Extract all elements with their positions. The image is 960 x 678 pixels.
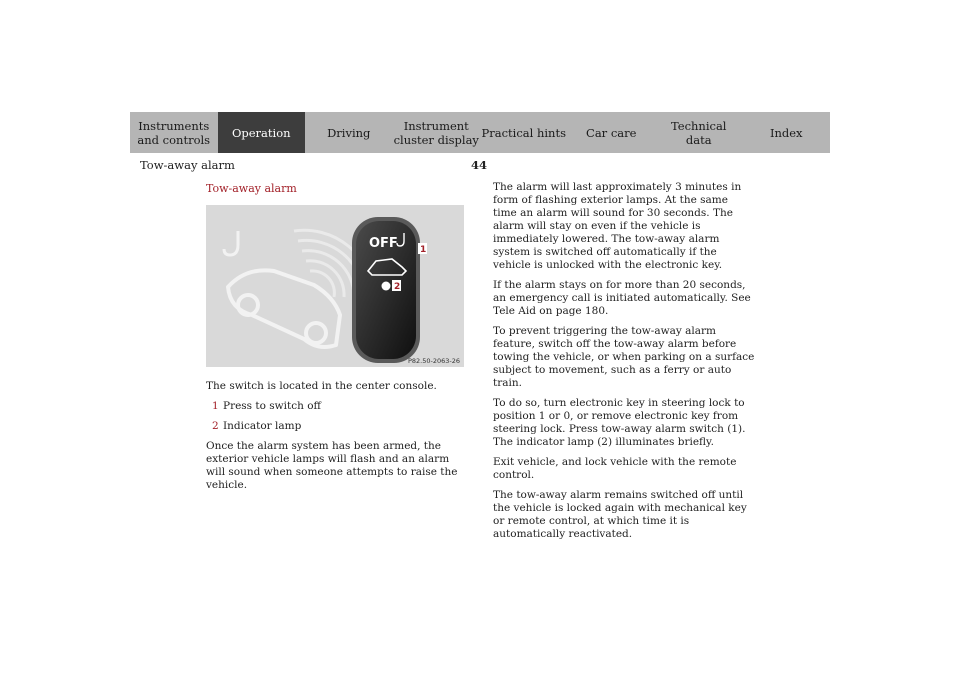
legend-number: 2: [212, 420, 219, 432]
body-paragraph: The alarm will last approximately 3 minutes in form of flashing exterior lamps. At the same time an alarm will sound for 30 seconds. The alarm will stay on even if the vehicle is immediately lowered. The tow-away alarm system is switched off automatically if the vehicle is unlocked with the electronic key.: [493, 181, 742, 271]
body-paragraph: To do so, turn electronic key in steering lock to position 1 or 0, or remove electronic key from steering lock. Press tow-away alarm switch (1). The indicator lamp (2) illuminates briefly.: [493, 397, 746, 448]
legend-text: Indicator lamp: [223, 420, 302, 432]
page-header-title: Tow-away alarm: [140, 158, 235, 172]
page-number: 44: [471, 158, 488, 172]
legend-text: Press to switch off: [223, 400, 322, 412]
callout-1: 1: [420, 245, 427, 255]
tab-operation[interactable]: Operation: [218, 112, 306, 153]
switch-off-label: OFF: [369, 236, 398, 251]
tab-driving[interactable]: Driving: [305, 112, 393, 153]
tab-car-care[interactable]: Car care: [568, 112, 656, 153]
body-paragraph: Once the alarm system has been armed, the exterior vehicle lamps will flash and an alarm will sound when someone attempts to raise the vehicle.: [206, 440, 458, 491]
tab-instruments-and-controls[interactable]: Instruments and controls: [130, 112, 218, 153]
legend-number: 1: [212, 400, 219, 412]
tab-technical-data[interactable]: Technical data: [655, 112, 743, 153]
indicator-lamp-icon: [382, 282, 391, 291]
tow-away-switch-figure: [206, 205, 464, 367]
legend-item: [206, 400, 468, 413]
tab-practical-hints[interactable]: Practical hints: [480, 112, 568, 153]
tab-index[interactable]: Index: [743, 112, 831, 153]
body-paragraph: To prevent triggering the tow-away alarm feature, switch off the tow-away alarm before towing the vehicle, or when parking on a surface subject to movement, such as a ferry or auto train.: [493, 325, 755, 389]
callout-2: 2: [394, 282, 401, 292]
figure-illustration: [206, 205, 464, 367]
figure-code: P82.50-2063-26: [407, 357, 460, 365]
tow-hook-icon: [224, 231, 238, 255]
body-paragraph: If the alarm stays on for more than 20 seconds, an emergency call is initiated automatically. See Tele Aid on page 180.: [493, 279, 751, 317]
right-column: [493, 181, 755, 548]
body-paragraph: Exit vehicle, and lock vehicle with the remote control.: [493, 456, 737, 481]
legend-item: [206, 420, 468, 433]
tab-instrument-cluster-display[interactable]: Instrument cluster display: [393, 112, 481, 153]
section-heading: Tow-away alarm: [206, 182, 297, 195]
body-paragraph: The tow-away alarm remains switched off until the vehicle is locked again with mechanical key or remote control, at which time it is automatically reactivated.: [493, 489, 747, 540]
nav-tabs: [130, 112, 830, 153]
left-column: [206, 380, 468, 499]
lifted-car-outline: [228, 270, 340, 347]
intro-text: The switch is located in the center console.: [206, 380, 437, 392]
